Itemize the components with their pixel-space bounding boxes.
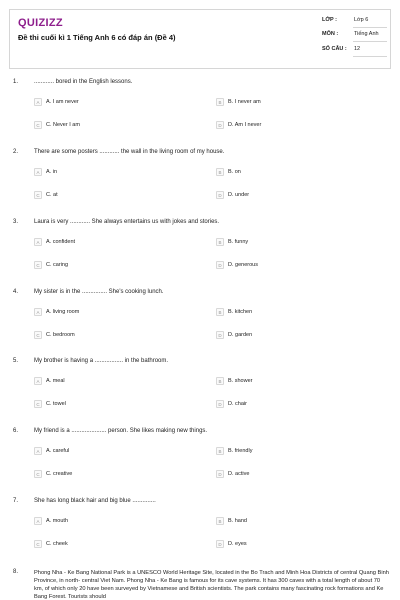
option-label: A. in bbox=[46, 169, 58, 175]
option-label: D. under bbox=[228, 192, 250, 198]
option-label: B. I never am bbox=[228, 99, 261, 105]
option-letter-box: A bbox=[34, 98, 42, 106]
option-label: C. caring bbox=[46, 262, 69, 268]
question-text: Laura is very ............ She always entertains us with jokes and stories. bbox=[34, 219, 220, 225]
question-text: My brother is having a ................. in the bathroom. bbox=[34, 358, 169, 364]
option-letter-box: D bbox=[216, 470, 224, 478]
question-number: 3. bbox=[13, 219, 19, 225]
option-letter-box: D bbox=[216, 540, 224, 548]
option-letter-box: C bbox=[34, 261, 42, 269]
option-letter-box: A bbox=[34, 517, 42, 525]
answer-option-d[interactable] bbox=[216, 261, 258, 269]
question-number: 7. bbox=[13, 498, 19, 504]
option-label: C. bedroom bbox=[46, 332, 75, 338]
option-letter-box: D bbox=[216, 121, 224, 129]
meta-value: Lớp 6 bbox=[354, 17, 369, 23]
answer-option-d[interactable] bbox=[216, 191, 249, 199]
option-letter-box: C bbox=[34, 121, 42, 129]
option-label: D. garden bbox=[228, 332, 253, 338]
option-letter-box: B bbox=[216, 98, 224, 106]
answer-option-d[interactable] bbox=[216, 121, 261, 129]
option-letter-box: B bbox=[216, 517, 224, 525]
option-letter-box: D bbox=[216, 261, 224, 269]
question-text: ............ bored in the English lessons. bbox=[34, 79, 133, 85]
question-text: My friend is a ..................... person. She likes making new things. bbox=[34, 428, 208, 434]
option-letter-box: C bbox=[34, 470, 42, 478]
meta-question-count bbox=[322, 46, 388, 52]
option-label: D. Am I never bbox=[228, 122, 262, 128]
question-text: There are some posters ............ the wall in the living room of my house. bbox=[34, 149, 225, 155]
option-label: D. generous bbox=[228, 262, 258, 268]
reading-passage: Phong Nha - Ke Bang National Park is a UNESCO World Heritage Site, located in the Bo Trach and Minh Hoa Districts of central Quang Binh Province, in north- central Viet Nam. Phong Nha - Ke Bang is famous for its cave systems. It has 300 caves with a total length of about 70 km, of which only 20 have been surveyed by Vietnamese and British scientists. The park contains many fascinating rock formations and Ke Bang Forest. Tourists should bbox=[34, 570, 389, 600]
answer-option-b[interactable] bbox=[216, 98, 261, 106]
worksheet-header bbox=[9, 9, 391, 69]
option-letter-box: D bbox=[216, 400, 224, 408]
answer-option-c[interactable] bbox=[34, 540, 68, 548]
answer-option-a[interactable] bbox=[34, 238, 75, 246]
answer-option-d[interactable] bbox=[216, 331, 252, 339]
option-label: D. eyes bbox=[228, 541, 247, 547]
option-label: A. confident bbox=[46, 239, 76, 245]
question-number: 8. bbox=[13, 569, 19, 575]
option-letter-box: B bbox=[216, 447, 224, 455]
option-letter-box: C bbox=[34, 400, 42, 408]
question-number: 6. bbox=[13, 428, 19, 434]
answer-option-c[interactable] bbox=[34, 400, 66, 408]
worksheet-title: Đề thi cuối kì 1 Tiếng Anh 6 có đáp án (Đề 4) bbox=[18, 33, 176, 42]
option-label: B. friendly bbox=[228, 448, 253, 454]
option-letter-box: A bbox=[34, 308, 42, 316]
question-text: She has long black hair and big blue .............. bbox=[34, 498, 156, 504]
meta-value: 12 bbox=[354, 46, 361, 52]
option-label: B. shower bbox=[228, 378, 253, 384]
option-letter-box: B bbox=[216, 308, 224, 316]
option-letter-box: D bbox=[216, 331, 224, 339]
option-letter-box: C bbox=[34, 191, 42, 199]
meta-label: MÔN : bbox=[322, 31, 339, 37]
question-number: 4. bbox=[13, 289, 19, 295]
answer-option-c[interactable] bbox=[34, 191, 58, 199]
option-label: A. I am never bbox=[46, 99, 79, 105]
question-text: My sister is in the ............... She's cooking lunch. bbox=[34, 289, 164, 295]
answer-option-a[interactable] bbox=[34, 447, 69, 455]
option-letter-box: B bbox=[216, 238, 224, 246]
option-letter-box: C bbox=[34, 331, 42, 339]
answer-option-b[interactable] bbox=[216, 168, 241, 176]
meta-subject bbox=[322, 31, 388, 37]
option-label: B. on bbox=[228, 169, 241, 175]
option-letter-box: A bbox=[34, 447, 42, 455]
answer-option-a[interactable] bbox=[34, 308, 79, 316]
option-letter-box: A bbox=[34, 168, 42, 176]
answer-option-a[interactable] bbox=[34, 168, 57, 176]
option-label: C. cheek bbox=[46, 541, 68, 547]
option-letter-box: A bbox=[34, 377, 42, 385]
answer-option-c[interactable] bbox=[34, 331, 75, 339]
answer-option-b[interactable] bbox=[216, 308, 252, 316]
option-label: A. careful bbox=[46, 448, 70, 454]
meta-grade bbox=[322, 17, 388, 23]
option-letter-box: C bbox=[34, 540, 42, 548]
quizizz-logo: QUIZIZZ bbox=[18, 17, 63, 29]
answer-option-a[interactable] bbox=[34, 98, 79, 106]
option-label: A. mouth bbox=[46, 518, 69, 524]
answer-option-b[interactable] bbox=[216, 238, 248, 246]
option-label: B. hand bbox=[228, 518, 247, 524]
question-number: 1. bbox=[13, 79, 19, 85]
question-number: 5. bbox=[13, 358, 19, 364]
divider bbox=[353, 27, 387, 28]
divider bbox=[353, 56, 387, 57]
answer-option-b[interactable] bbox=[216, 447, 252, 455]
option-letter-box: D bbox=[216, 191, 224, 199]
meta-value: Tiếng Anh bbox=[354, 31, 379, 37]
option-label: D. active bbox=[228, 471, 250, 477]
answer-option-a[interactable] bbox=[34, 517, 68, 525]
option-letter-box: A bbox=[34, 238, 42, 246]
option-label: B. kitchen bbox=[228, 309, 253, 315]
meta-label: LỚP : bbox=[322, 17, 337, 23]
answer-option-c[interactable] bbox=[34, 121, 80, 129]
answer-option-d[interactable] bbox=[216, 540, 247, 548]
meta-label: SỐ CÂU : bbox=[322, 46, 347, 52]
question-number: 2. bbox=[13, 149, 19, 155]
answer-option-b[interactable] bbox=[216, 377, 252, 385]
option-label: D. chair bbox=[228, 401, 247, 407]
option-label: A. living room bbox=[46, 309, 80, 315]
answer-option-d[interactable] bbox=[216, 400, 247, 408]
answer-option-b[interactable] bbox=[216, 517, 247, 525]
option-letter-box: B bbox=[216, 168, 224, 176]
answer-option-c[interactable] bbox=[34, 261, 68, 269]
option-label: C. towel bbox=[46, 401, 66, 407]
option-letter-box: B bbox=[216, 377, 224, 385]
option-label: C. creative bbox=[46, 471, 73, 477]
option-label: C. Never I am bbox=[46, 122, 80, 128]
answer-option-d[interactable] bbox=[216, 470, 249, 478]
answer-option-a[interactable] bbox=[34, 377, 65, 385]
answer-option-c[interactable] bbox=[34, 470, 72, 478]
option-label: A. meal bbox=[46, 378, 65, 384]
divider bbox=[353, 41, 387, 42]
option-label: C. at bbox=[46, 192, 58, 198]
option-label: B. funny bbox=[228, 239, 249, 245]
